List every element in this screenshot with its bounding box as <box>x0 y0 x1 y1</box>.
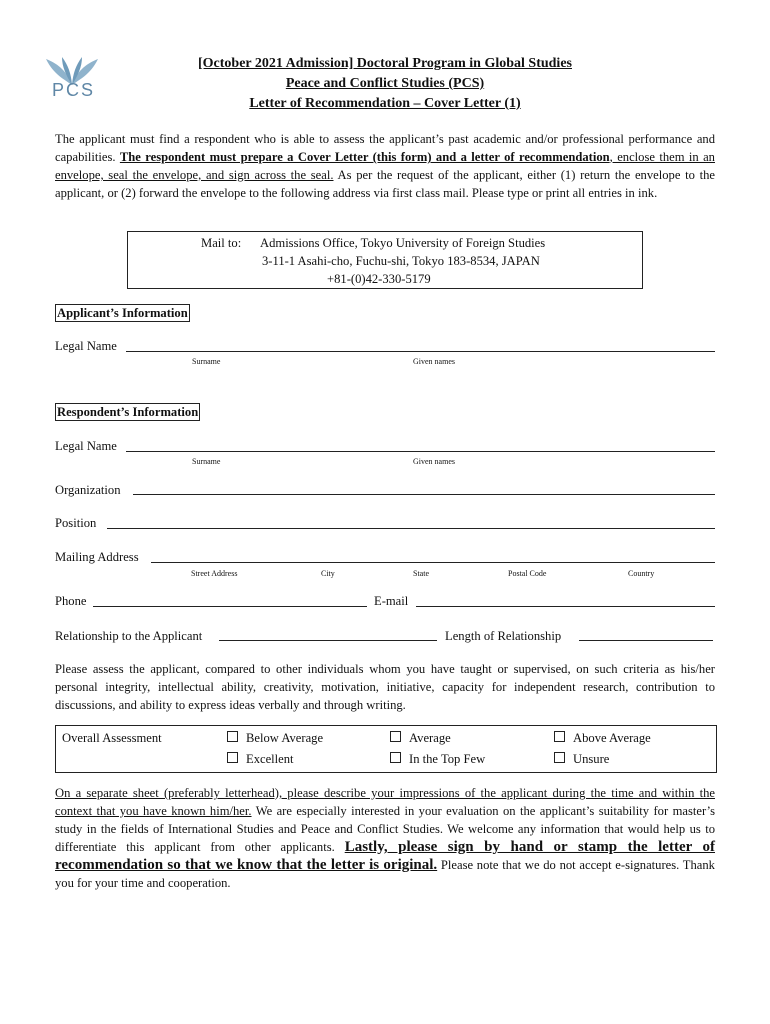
respondent-surname-caption: Surname <box>192 457 221 466</box>
respondent-legal-name-field[interactable] <box>126 451 715 452</box>
logo-text: PCS <box>52 80 96 100</box>
email-label: E-mail <box>374 594 409 608</box>
applicant-given-names-caption: Given names <box>413 357 455 366</box>
mailing-address-field[interactable] <box>151 562 715 563</box>
organization-field[interactable] <box>133 494 715 495</box>
relationship-label: Relationship to the Applicant <box>55 629 203 643</box>
checkbox-icon[interactable] <box>227 731 238 742</box>
length-of-relationship-label: Length of Relationship <box>445 629 562 643</box>
checkbox-icon[interactable] <box>227 752 238 763</box>
mailing-address-label: Mailing Address <box>55 550 139 564</box>
mail-line-2: 3-11-1 Asahi-cho, Fuchu-shi, Tokyo 183-8534, JAPAN <box>262 254 540 268</box>
title-line-2: Peace and Conflict Studies (PCS) <box>285 76 485 91</box>
option-above-average[interactable] <box>554 730 651 746</box>
option-label: Below Average <box>246 731 324 745</box>
closing-text-2: Please note that we do not accept e-signatures. Thank you for your time and cooperation. <box>55 858 715 890</box>
intro-emphasis: The respondent must prepare a Cover Letter (this form) and a letter of recommendation <box>119 150 610 164</box>
option-average[interactable] <box>390 730 451 746</box>
option-unsure[interactable] <box>554 751 609 767</box>
email-field[interactable] <box>416 606 715 607</box>
option-excellent[interactable] <box>227 751 294 767</box>
respondent-given-names-caption: Given names <box>413 457 455 466</box>
option-below-average[interactable] <box>227 730 323 746</box>
closing-text-1: We are especially interested in your evaluation on the applicant’s suitability for master’s study in the fields of International Studies and Peace and Conflict Studies. We welcome any information that would help us to differentiate this applicant from other applicants. <box>55 804 716 854</box>
title-line-3: Letter of Recommendation – Cover Letter (1) <box>249 96 521 111</box>
checkbox-icon[interactable] <box>390 752 401 763</box>
assessment-instructions: Please assess the applicant, compared to other individuals whom you have taught or supervised, on such criteria as his/her personal integrity, intellectual ability, creativity, motivation, initiative, capacity for independent research, contribution to discussions, and ability to express ideas verbally and through writing. <box>55 662 715 712</box>
intro-paragraph <box>55 130 715 202</box>
country-caption: Country <box>628 569 655 578</box>
overall-assessment-label: Overall Assessment <box>62 731 162 745</box>
mail-line-3: +81-(0)42-330-5179 <box>327 272 431 286</box>
relationship-field[interactable] <box>219 640 437 641</box>
phone-field[interactable] <box>93 606 367 607</box>
option-label: Above Average <box>573 731 651 745</box>
length-of-relationship-field[interactable] <box>579 640 713 641</box>
applicant-legal-name-label: Legal Name <box>55 339 117 353</box>
title-line-1: [October 2021 Admission] Doctoral Program in Global Studies <box>198 56 572 71</box>
respondent-info-heading: Respondent’s Information <box>57 405 199 419</box>
option-label: Excellent <box>246 752 294 766</box>
closing-emphasis: Lastly, please sign by hand or stamp the letter of recommendation so that we know that the letter is original. <box>55 839 715 873</box>
mail-line-1: Admissions Office, Tokyo University of Foreign Studies <box>260 236 546 250</box>
respondent-legal-name-label: Legal Name <box>55 439 117 453</box>
intro-text-2: As per the request of the applicant, either (1) return the envelope to the applicant, or (2) forward the envelope to the following address via first class mail. Please type or print all entries in ink. <box>55 168 715 200</box>
intro-text-1: The applicant must find a respondent who is able to assess the applicant’s past academic and/or professional performance and capabilities. <box>55 132 715 164</box>
option-label: Unsure <box>573 752 610 766</box>
applicant-surname-caption: Surname <box>192 357 221 366</box>
mail-to-label: Mail to: <box>201 236 242 250</box>
postal-code-caption: Postal Code <box>508 569 547 578</box>
phone-label: Phone <box>55 594 87 608</box>
checkbox-icon[interactable] <box>554 752 565 763</box>
city-caption: City <box>321 569 335 578</box>
organization-label: Organization <box>55 483 121 497</box>
checkbox-icon[interactable] <box>554 731 565 742</box>
applicant-info-heading: Applicant’s Information <box>57 306 188 320</box>
option-label: In the Top Few <box>409 752 486 766</box>
applicant-legal-name-field[interactable] <box>126 351 715 352</box>
closing-paragraph <box>55 784 715 892</box>
position-field[interactable] <box>107 528 715 529</box>
option-label: Average <box>409 731 451 745</box>
street-address-caption: Street Address <box>191 569 238 578</box>
position-label: Position <box>55 516 97 530</box>
intro-underlined: , enclose them in an envelope, seal the envelope, and sign across the seal. <box>55 150 715 182</box>
option-in-the-top-few[interactable] <box>390 751 485 767</box>
checkbox-icon[interactable] <box>390 731 401 742</box>
state-caption: State <box>413 569 429 578</box>
closing-underlined: On a separate sheet (preferably letterhead), please describe your impressions of the applicant during the time and within the context that you have known him/her. <box>55 786 715 818</box>
